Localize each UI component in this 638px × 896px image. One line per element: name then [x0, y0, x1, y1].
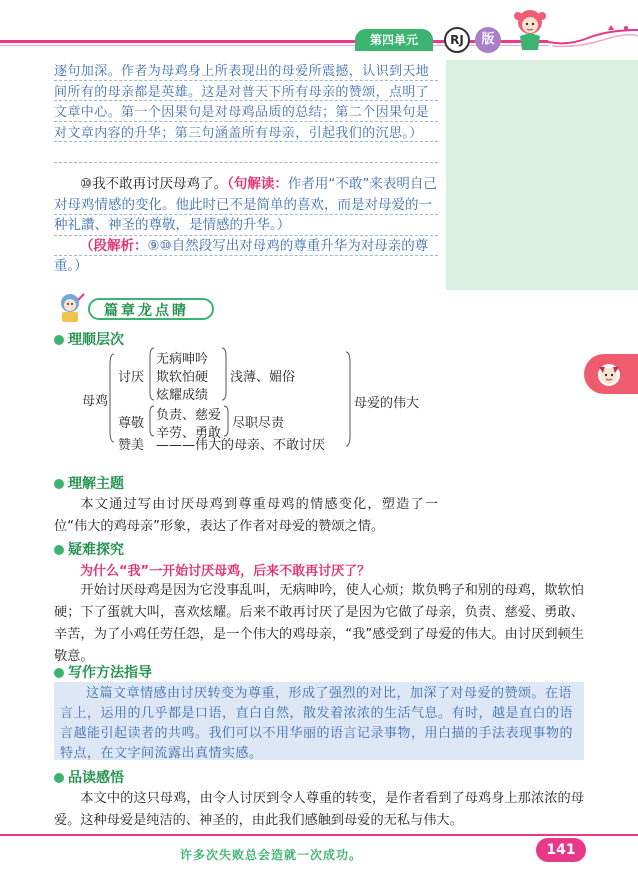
analysis-paragraph: 逐句加深。作者为母鸡身上所表现出的母爱所震撼，认识到天地间所有的母亲都是英雄。这是对普天下所有母亲的赞颂，点明了文章中心。第一个因果句是对母鸡品质的总结；第二个因果句是对文章内容的升华；第三句涵盖所有母亲，引起我们的沉思。）: [54, 64, 430, 141]
heading-theme-text: 理解主题: [68, 476, 124, 492]
tree-respect-item: 负责、慈爱: [156, 408, 222, 423]
page-number: 141: [536, 838, 586, 862]
bullet-dot-icon: [54, 773, 64, 783]
tree-respect-summary: 尽职尽责: [232, 416, 285, 431]
section-title: 篇章龙点睛: [104, 303, 189, 319]
difficulty-answer: 开始讨厌母鸡是因为它没事乱叫，无病呻吟，使人心烦；欺负鸭子和别的母鸡，欺软怕硬；下了蛋就大叫，喜欢炫耀。后来不敢再讨厌了是因为它做了母亲，负责、慈爱、勇敢、辛苦，为了小鸡任劳任怨，是一个伟大的鸡母亲，“我”感受到了母爱的伟大。由讨厌到顿生敬意。: [54, 583, 584, 664]
tree-root: 母鸡: [82, 394, 109, 409]
girl-mascot-icon: [508, 4, 552, 54]
page-header: [0, 0, 638, 56]
appreciation-paragraph: 本文中的这只母鸡，由令人讨厌到令人尊重的转变，是作者看到了母鸡身上那浓浓的母爱。这种母爱是纯洁的、神圣的，由此我们感触到母爱的无私与伟大。: [54, 791, 584, 828]
dotted-rule: [54, 162, 438, 163]
tree-hate-item: 炫耀成绩: [156, 388, 209, 403]
tree-hate-summary: 浅薄、媚俗: [230, 370, 296, 385]
heading-difficulty: [54, 539, 124, 559]
unit-tab: 第四单元: [355, 29, 433, 51]
tree-hate: 讨厌: [118, 370, 145, 385]
tree-praise-summary: ———伟大的母亲、不敢讨厌: [156, 438, 326, 453]
heading-difficulty-text: 疑难探究: [68, 542, 124, 558]
tree-hate-item: 无病呻吟: [156, 352, 209, 367]
structure-tree: [80, 346, 440, 453]
margin-note-box: [446, 60, 638, 290]
footer-rule: [0, 834, 638, 836]
theme-paragraph: 本文通过写由讨厌母鸡到尊重母鸡的情感变化，塑造了一位“伟大的鸡母亲”形象，表达了作者对母爱的赞颂之情。: [54, 497, 438, 534]
rj-badge: RJ: [444, 27, 470, 53]
segment-annotation-label: （段解析：: [80, 237, 148, 254]
footer-motto: 许多次失败总会造就一次成功。: [180, 848, 363, 862]
header-swirl-decoration: [548, 24, 638, 48]
heading-method-text: 写作方法指导: [68, 665, 152, 681]
girl-reading-icon: [54, 290, 90, 326]
sentence-10: ⑩我不敢再讨厌母鸡了。: [80, 176, 228, 192]
section-banner: [54, 290, 214, 326]
bullet-dot-icon: [54, 545, 64, 555]
difficulty-question: 为什么“我”一开始讨厌母鸡，后来不敢再讨厌了？: [80, 564, 371, 579]
edition-badge: 版: [475, 27, 501, 53]
bullet-dot-icon: [54, 668, 64, 678]
heading-appreciation: [54, 767, 124, 787]
segment-annotation: ⑨⑩自然段写出对母鸡的尊重升华为对母亲的尊重。）: [54, 237, 429, 274]
heading-theme: [54, 473, 124, 493]
method-paragraph: 这篇文章情感由讨厌转变为尊重，形成了强烈的对比，加深了对母爱的赞颂。在语言上，运用的几乎都是口语，直白自然，散发着浓浓的生活气息。有时，越是直白的语言越能引起读者的共鸣。我们可以不用华丽的语言记录事物，用白描的手法表现事物的特点，在文字间流露出真情实感。: [60, 686, 574, 761]
tree-conclusion: 母爱的伟大: [354, 396, 420, 411]
sentence-annotation: 作者用“不敢”来表明自己对母鸡情感的变化。他此时已不是简单的喜欢，而是对母爱的一种礼讚、神圣的尊敬，是情感的升华。）: [54, 176, 437, 233]
heading-method: [54, 662, 152, 682]
cartoon-face-icon: [594, 359, 624, 389]
tree-respect: 尊敬: [118, 416, 145, 431]
bullet-dot-icon: [54, 335, 64, 345]
tree-hate-item: 欺软怕硬: [156, 370, 209, 385]
sentence-annotation-label: （句解读：: [227, 176, 288, 192]
sentence-10-block: [54, 174, 438, 277]
heading-levels-text: 理顺层次: [68, 332, 124, 348]
tree-respect-item: 辛劳、勇敢: [156, 426, 222, 441]
tree-praise: 赞美: [118, 438, 145, 453]
heading-appreciation-text: 品读感悟: [68, 770, 124, 786]
bullet-dot-icon: [54, 479, 64, 489]
